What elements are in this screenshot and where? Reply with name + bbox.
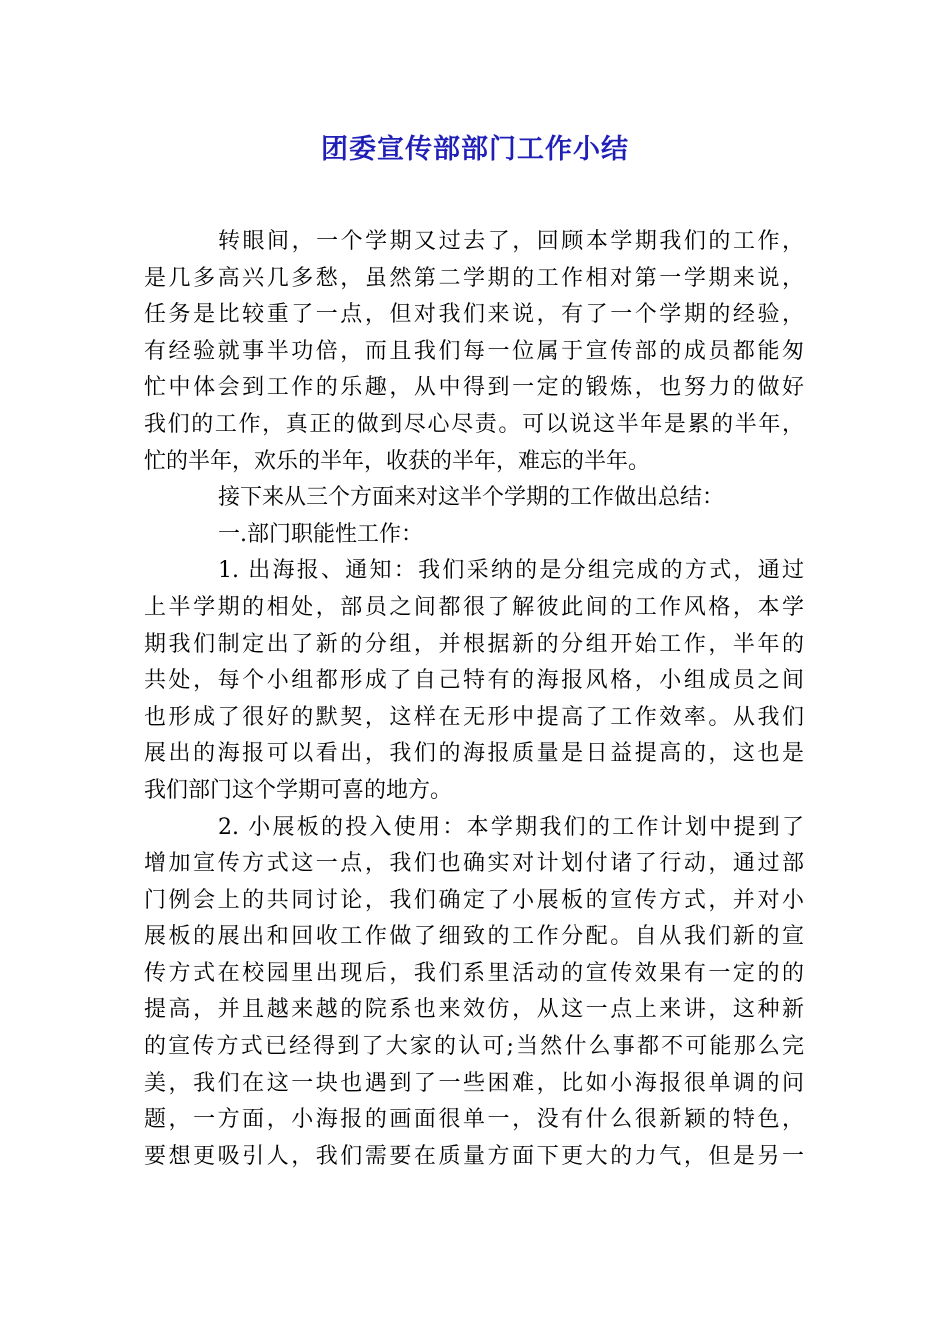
document-body [144, 224, 804, 1175]
text-line: 我们的工作，真正的做到尽心尽责。可以说这半年是累的半年， [144, 411, 804, 437]
text-line: 上半学期的相处，部员之间都很了解彼此间的工作风格，本学 [144, 594, 804, 620]
text-line: 提高，并且越来越的院系也来效仿，从这一点上来讲，这种新 [144, 997, 804, 1023]
text-line: 共处，每个小组都形成了自己特有的海报风格，小组成员之间 [144, 668, 804, 694]
text-line: 美，我们在这一块也遇到了一些困难，比如小海报很单调的问 [144, 1070, 804, 1096]
text-line: 我们部门这个学期可喜的地方。 [144, 777, 453, 803]
text-line: 期我们制定出了新的分组，并根据新的分组开始工作，半年的 [144, 631, 804, 657]
text-line: 是几多高兴几多愁，虽然第二学期的工作相对第一学期来说， [144, 265, 804, 291]
text-line: 忙的半年，欢乐的半年，收获的半年，难忘的半年。 [144, 448, 651, 474]
text-line: 增加宣传方式这一点，我们也确实对计划付诸了行动，通过部 [144, 851, 804, 877]
text-line: 一.部门职能性工作： [218, 521, 423, 547]
text-line: 接下来从三个方面来对这半个学期的工作做出总结： [218, 485, 725, 511]
text-line: 有经验就事半功倍，而且我们每一位属于宣传部的成员都能匆 [144, 338, 804, 364]
text-line: 1. 出海报、通知：我们采纳的是分组完成的方式，通过 [218, 558, 804, 584]
text-line: 展出的海报可以看出，我们的海报质量是日益提高的，这也是 [144, 741, 804, 767]
text-line: 任务是比较重了一点，但对我们来说，有了一个学期的经验， [144, 302, 804, 328]
text-line: 也形成了很好的默契，这样在无形中提高了工作效率。从我们 [144, 704, 804, 730]
document-title: 团委宣传部部门工作小结 [321, 134, 629, 165]
text-line: 传方式在校园里出现后，我们系里活动的宣传效果有一定的的 [144, 960, 804, 986]
text-line: 题，一方面，小海报的画面很单一，没有什么很新颖的特色， [144, 1107, 804, 1133]
text-line: 门例会上的共同讨论，我们确定了小展板的宣传方式，并对小 [144, 887, 804, 913]
text-line: 转眼间，一个学期又过去了，回顾本学期我们的工作， [218, 229, 804, 254]
text-line: 的宣传方式已经得到了大家的认可;当然什么事都不可能那么完 [144, 1034, 804, 1060]
text-line: 展板的展出和回收工作做了细致的工作分配。自从我们新的宣 [144, 924, 804, 950]
text-line: 要想更吸引人，我们需要在质量方面下更大的力气，但是另一 [144, 1143, 804, 1169]
text-line: 忙中体会到工作的乐趣，从中得到一定的锻炼，也努力的做好 [144, 375, 804, 401]
text-line: 2. 小展板的投入使用：本学期我们的工作计划中提到了 [218, 814, 804, 840]
